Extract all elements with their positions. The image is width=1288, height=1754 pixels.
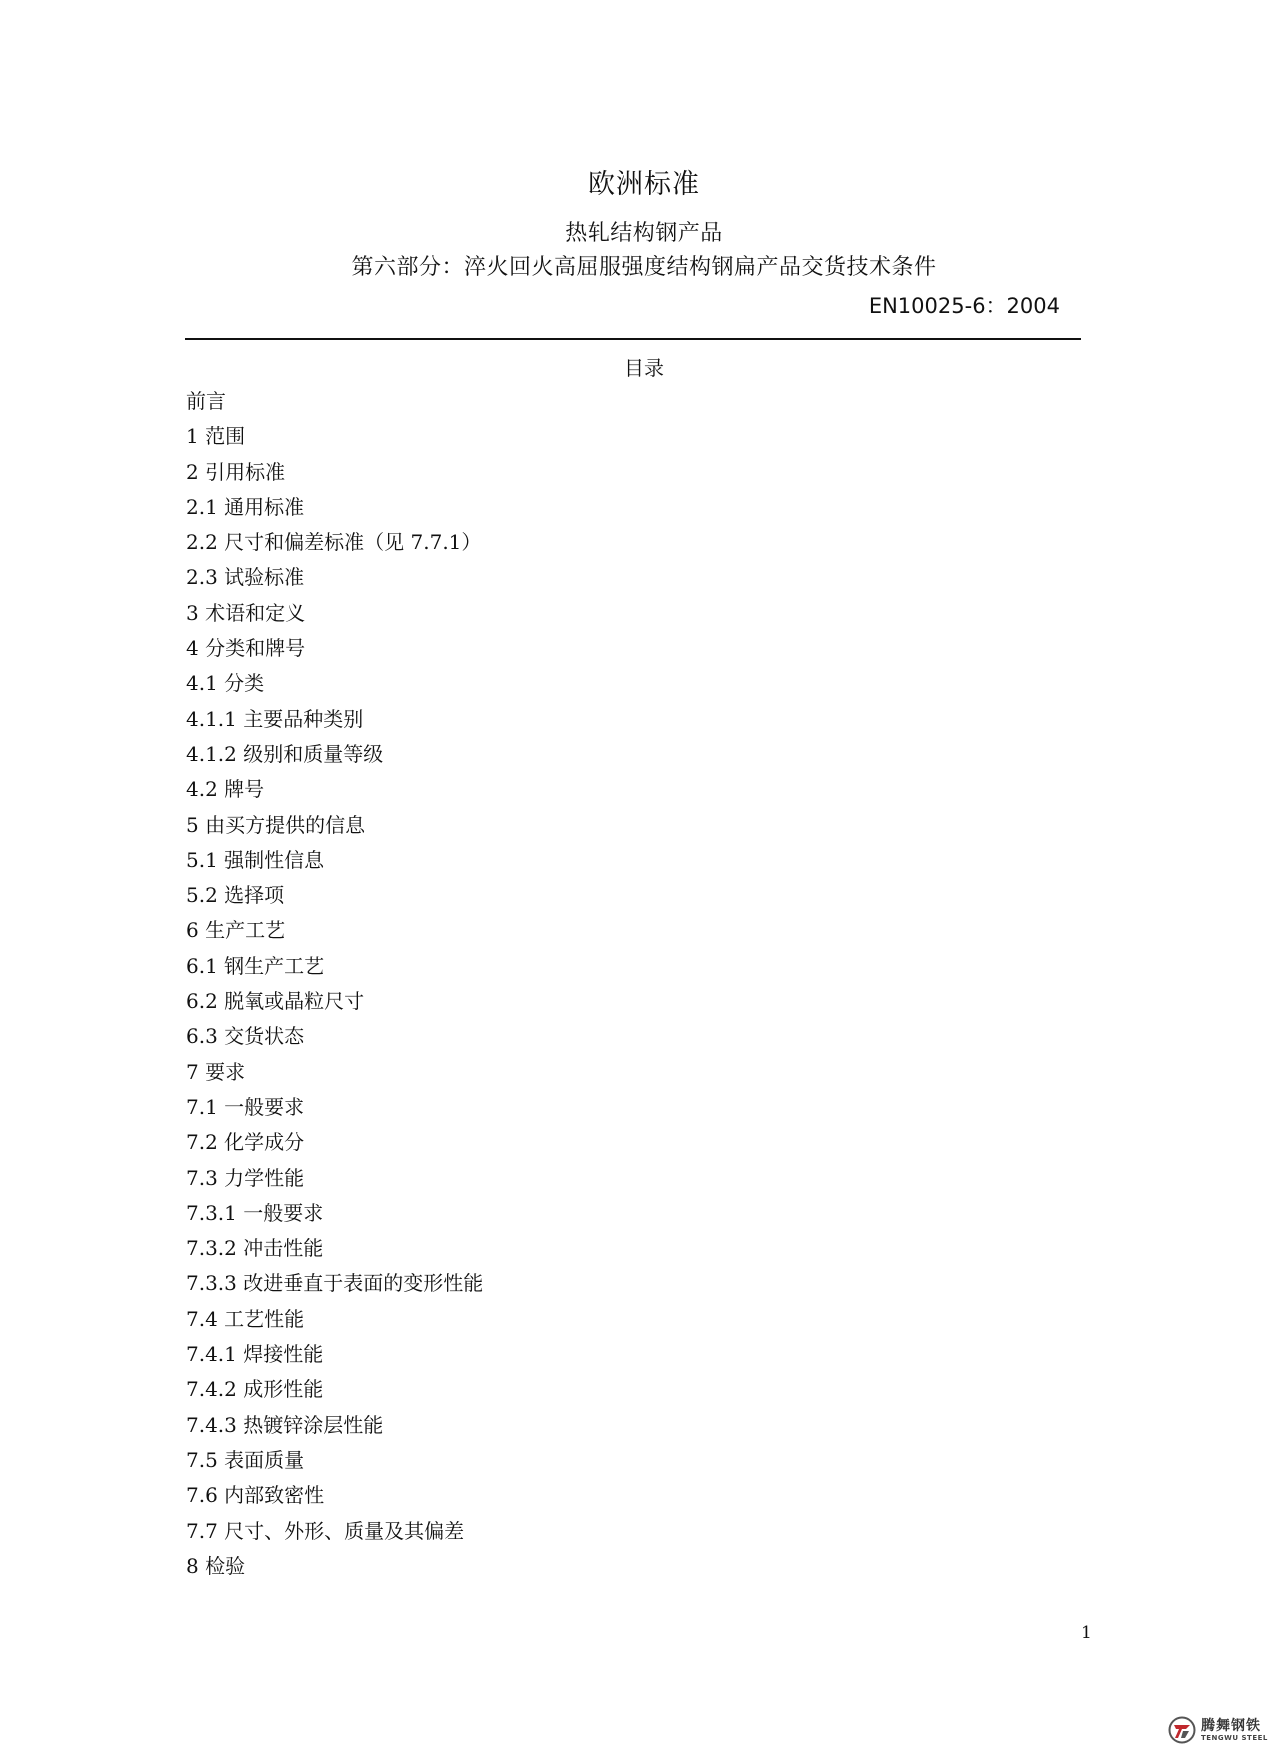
toc-entry: 2 引用标准 [186, 459, 286, 484]
brand-name-en: TENGWU STEEL [1201, 1734, 1268, 1742]
toc-entry: 8 检验 [186, 1553, 246, 1578]
toc-entry: 7.4.1 焊接性能 [186, 1342, 324, 1367]
toc-entry: 7.1 一般要求 [186, 1094, 305, 1119]
toc-entry: 3 术语和定义 [186, 600, 306, 625]
table-of-contents [186, 384, 483, 1584]
toc-entry: 7.3.1 一般要求 [186, 1200, 324, 1225]
toc-entry: 4.1.2 级别和质量等级 [186, 741, 384, 766]
tengwu-logo-icon [1168, 1716, 1196, 1744]
document-subtitle-line2: 第六部分：淬火回火高屈服强度结构钢扁产品交货技术条件 [351, 255, 937, 280]
toc-entry: 7.6 内部致密性 [186, 1483, 325, 1508]
toc-entry: 2.1 通用标准 [186, 494, 305, 519]
toc-entry: 7.4.2 成形性能 [186, 1377, 324, 1402]
brand-name-cn: 腾舞钢铁 [1201, 1718, 1261, 1734]
toc-entry: 6.3 交货状态 [186, 1024, 305, 1049]
toc-heading: 目录 [624, 356, 664, 380]
standard-code: EN10025-6：2004 [868, 294, 1060, 318]
page-number: 1 [1081, 1623, 1092, 1643]
toc-entry: 5 由买方提供的信息 [186, 812, 366, 837]
toc-entry: 4 分类和牌号 [186, 636, 306, 661]
document-subtitle-line1: 热轧结构钢产品 [565, 221, 723, 246]
toc-entry: 5.2 选择项 [186, 883, 285, 908]
toc-entry: 7.5 表面质量 [186, 1447, 305, 1472]
toc-entry: 4.2 牌号 [186, 777, 265, 802]
document-title: 欧洲标准 [588, 169, 700, 200]
toc-entry: 4.1.1 主要品种类别 [186, 706, 364, 731]
toc-entry: 5.1 强制性信息 [186, 847, 325, 872]
toc-entry: 6.1 钢生产工艺 [186, 953, 325, 978]
toc-entry: 7.4.3 热镀锌涂层性能 [186, 1412, 384, 1437]
toc-entry: 4.1 分类 [186, 671, 265, 696]
toc-entry: 7.3 力学性能 [186, 1165, 305, 1190]
brand-watermark [1168, 1714, 1282, 1748]
toc-entry: 前言 [186, 389, 226, 413]
toc-entry: 7.4 工艺性能 [186, 1306, 305, 1331]
header-divider [185, 338, 1081, 340]
toc-entry: 2.2 尺寸和偏差标准（见 7.7.1） [186, 530, 482, 555]
toc-entry: 7.2 化学成分 [186, 1130, 305, 1155]
toc-entry: 1 范围 [186, 424, 246, 449]
toc-entry: 6.2 脱氧或晶粒尺寸 [186, 989, 365, 1014]
toc-entry: 2.3 试验标准 [186, 565, 305, 590]
toc-entry: 7 要求 [186, 1059, 246, 1084]
toc-entry: 7.3.2 冲击性能 [186, 1236, 324, 1261]
toc-entry: 7.7 尺寸、外形、质量及其偏差 [186, 1518, 465, 1543]
toc-entry: 6 生产工艺 [186, 918, 286, 943]
toc-entry: 7.3.3 改进垂直于表面的变形性能 [186, 1271, 484, 1296]
